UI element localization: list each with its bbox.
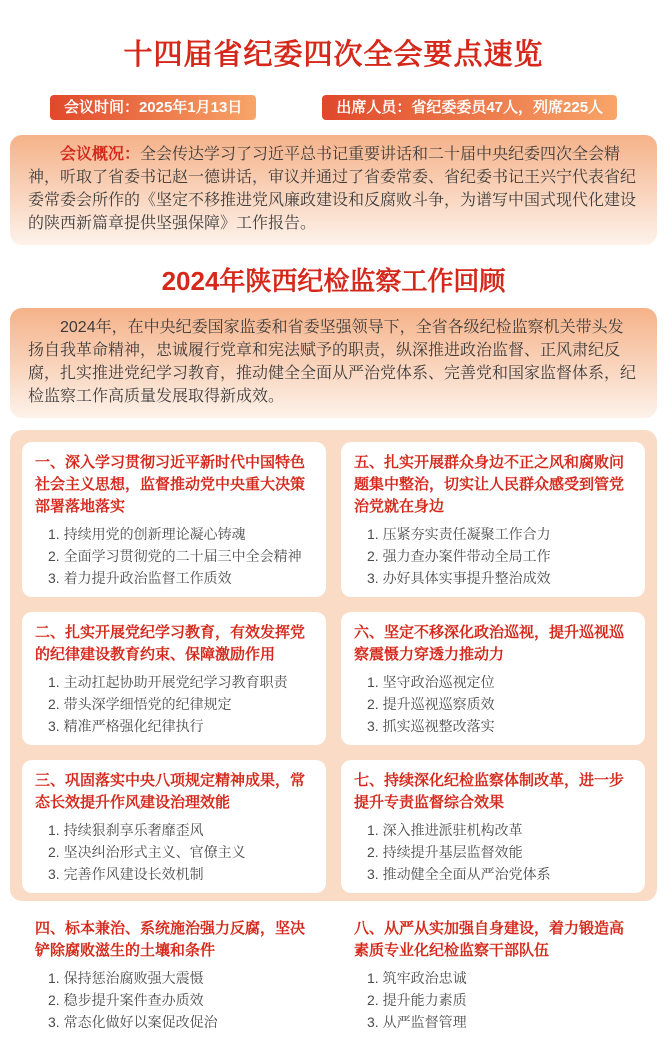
card-8-heading: 八、从严从实加强自身建设，着力锻造高素质专业化纪检监察干部队伍 xyxy=(354,920,625,959)
card-item: 2. 稳步提升案件查办质效 xyxy=(48,992,204,1008)
page-title: 十四届省纪委四次全会要点速览 xyxy=(123,39,544,71)
card-3 xyxy=(22,760,326,893)
card-item: 1. 筑牢政治忠诚 xyxy=(367,970,467,986)
card-2-items xyxy=(35,671,313,737)
card-8-items xyxy=(354,967,632,1033)
card-item: 1. 持续用党的创新理论凝心铸魂 xyxy=(48,526,246,542)
card-item: 1. 保持惩治腐败强大震慑 xyxy=(48,970,204,986)
card-6-items xyxy=(354,671,632,737)
review-intro-box xyxy=(10,308,657,418)
card-item: 1. 主动扛起协助开展党纪学习教育职责 xyxy=(48,674,288,690)
card-item: 1. 坚守政治巡视定位 xyxy=(367,674,495,690)
meeting-time-badge: 会议时间：2025年1月13日 xyxy=(50,95,256,120)
card-5 xyxy=(341,442,645,597)
card-item: 2. 强力查办案件带动全局工作 xyxy=(367,548,551,564)
meeting-overview-label: 会议概况： xyxy=(60,146,141,163)
card-5-heading: 五、扎实开展群众身边不正之风和腐败问题集中整治，切实让人民群众感受到管党治党就在身边 xyxy=(354,454,625,515)
card-5-items xyxy=(354,523,632,589)
card-item: 3. 常态化做好以案促改促治 xyxy=(48,1014,218,1030)
card-6-heading: 六、坚定不移深化政治巡视，提升巡视巡察震慑力穿透力推动力 xyxy=(354,624,625,663)
card-1 xyxy=(22,442,326,597)
card-item: 2. 坚决纠治形式主义、官僚主义 xyxy=(48,844,246,860)
review-section-title: 2024年陕西纪检监察工作回顾 xyxy=(161,266,506,296)
meeting-overview-body: 全会传达学习了习近平总书记重要讲话和二十届中央纪委四次全会精神，听取了省委书记赵一德讲话，审议并通过了省委常委、省纪委书记王兴宁代表省纪委常委会所作的《坚定不移推进党风廉政建设和反腐败斗争，为谱写中国式现代化建设的陕西新篇章提供坚强保障》工作报告。 xyxy=(28,146,637,232)
card-item: 3. 办好具体实事提升整治成效 xyxy=(367,570,551,586)
card-8 xyxy=(341,908,645,1041)
card-3-items xyxy=(35,819,313,885)
card-item: 3. 完善作风建设长效机制 xyxy=(48,866,204,882)
cards-panel xyxy=(10,430,657,1030)
card-item: 3. 抓实巡视整改落实 xyxy=(367,718,495,734)
card-item: 1. 深入推进派驻机构改革 xyxy=(367,822,523,838)
card-item: 3. 精准严格强化纪律执行 xyxy=(48,718,204,734)
meeting-overview-box xyxy=(10,135,657,245)
card-item: 3. 从严监督管理 xyxy=(367,1014,467,1030)
card-item: 1. 持续狠刹享乐奢靡歪风 xyxy=(48,822,204,838)
card-4-items xyxy=(35,967,313,1033)
meeting-overview-text xyxy=(28,143,639,235)
card-1-items xyxy=(35,523,313,589)
card-item: 2. 提升能力素质 xyxy=(367,992,467,1008)
badge-row xyxy=(0,95,667,120)
card-6 xyxy=(341,612,645,745)
card-item: 3. 着力提升政治监督工作质效 xyxy=(48,570,232,586)
card-2 xyxy=(22,612,326,745)
attendees-badge: 出席人员：省纪委委员47人，列席225人 xyxy=(322,95,617,120)
card-item: 2. 带头深学细悟党的纪律规定 xyxy=(48,696,232,712)
card-1-heading: 一、深入学习贯彻习近平新时代中国特色社会主义思想，监督推动党中央重大决策部署落地落实 xyxy=(35,454,306,515)
card-item: 2. 提升巡视巡察质效 xyxy=(367,696,495,712)
card-7-items xyxy=(354,819,632,885)
card-4 xyxy=(22,908,326,1041)
card-item: 3. 推动健全全面从严治党体系 xyxy=(367,866,551,882)
card-2-heading: 二、扎实开展党纪学习教育，有效发挥党的纪律建设教育约束、保障激励作用 xyxy=(35,624,306,663)
card-item: 2. 持续提升基层监督效能 xyxy=(367,844,523,860)
card-item: 2. 全面学习贯彻党的二十届三中全会精神 xyxy=(48,548,302,564)
card-3-heading: 三、巩固落实中央八项规定精神成果，常态长效提升作风建设治理效能 xyxy=(35,772,306,811)
card-7-heading: 七、持续深化纪检监察体制改革，进一步提升专责监督综合效果 xyxy=(354,772,625,811)
card-7 xyxy=(341,760,645,893)
review-intro-text: 2024年，在中央纪委国家监委和省委坚强领导下，全省各级纪检监察机关带头发扬自我革命精神，忠诚履行党章和宪法赋予的职责，纵深推进政治监督、正风肃纪反腐，扎实推进党纪学习教育，推动健全全面从严治党体系、完善党和国家监督体系，纪检监察工作高质量发展取得新成效。 xyxy=(28,319,637,405)
card-4-heading: 四、标本兼治、系统施治强力反腐，坚决铲除腐败滋生的土壤和条件 xyxy=(35,920,306,959)
card-item: 1. 压紧夯实责任凝聚工作合力 xyxy=(367,526,551,542)
